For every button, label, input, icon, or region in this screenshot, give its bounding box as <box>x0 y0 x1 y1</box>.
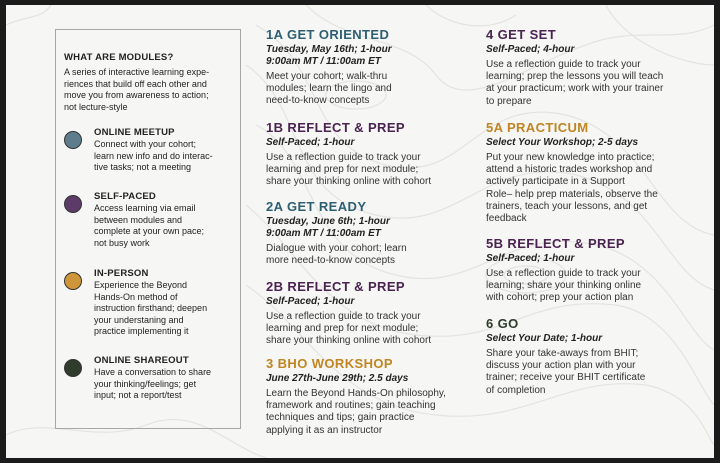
section-heading: 3 BHO WORKSHOP <box>266 356 393 371</box>
section-4 <box>486 27 663 108</box>
section-heading: 2A GET READY <box>266 199 367 214</box>
modules-legend <box>55 29 241 429</box>
section-1b <box>266 120 431 189</box>
section-schedule: Tuesday, June 6th; 1-hour 9:00am MT / 11:00am ET <box>266 216 390 239</box>
section-3 <box>266 356 446 437</box>
circle-icon <box>64 359 82 377</box>
circle-icon <box>64 195 82 213</box>
section-description: Use a reflection guide to track your learning and prep for next module; share your thinking online with cohort <box>266 152 432 188</box>
module-title: SELF-PACED <box>94 191 156 202</box>
section-5b <box>486 236 641 305</box>
module-description: Access learning via email between modules and complete at your own pace; not busy work <box>94 203 205 248</box>
module-description: Connect with your cohort; learn new info and do interac- tive tasks; not a meeting <box>94 139 213 172</box>
section-schedule: Select Your Date; 1-hour <box>486 333 603 344</box>
module-description: Experience the Beyond Hands-On method of instruction firsthand; deepen your understaning and practice implementing it <box>94 280 208 336</box>
module-title: ONLINE MEETUP <box>94 127 175 138</box>
section-description: Use a reflection guide to track your learning; share your thinking online with cohort; prep your action plan <box>486 268 642 304</box>
section-heading: 2B REFLECT & PREP <box>266 279 405 294</box>
section-description: Share your take-aways from BHIT; discuss your action plan with your trainer; receive your BHIT certificate of completion <box>486 348 646 396</box>
section-schedule: Self-Paced; 1-hour <box>486 253 575 264</box>
section-description: Use a reflection guide to track your learning and prep for next module; share your thinking online with cohort <box>266 311 432 347</box>
legend-description: A series of interactive learning expe- riences that build off each other and move you from awareness to action; not lecture-style <box>64 67 210 112</box>
circle-icon <box>64 272 82 290</box>
section-heading: 4 GET SET <box>486 27 557 42</box>
section-5a <box>486 120 658 225</box>
section-2b <box>266 279 431 348</box>
section-2a <box>266 199 407 267</box>
section-description: Learn the Beyond Hands-On philosophy, framework and routines; gain teaching techniques and tips; gain practice applying it as an instructor <box>266 388 446 436</box>
section-1a <box>266 27 392 108</box>
circle-icon <box>64 131 82 149</box>
section-schedule: Self-Paced; 1-hour <box>266 137 355 148</box>
module-description: Have a conversation to share your thinking/feelings; get input; not a report/test <box>94 367 212 400</box>
section-heading: 1B REFLECT & PREP <box>266 120 405 135</box>
section-schedule: Tuesday, May 16th; 1-hour 9:00am MT / 11:00am ET <box>266 44 392 67</box>
section-6 <box>486 316 645 397</box>
section-schedule: Self-Paced; 1-hour <box>266 296 355 307</box>
section-schedule: Self-Paced; 4-hour <box>486 44 575 55</box>
section-schedule: Select Your Workshop; 2-5 days <box>486 137 639 148</box>
section-description: Dialogue with your cohort; learn more need-to-know concepts <box>266 243 407 267</box>
section-heading: 5B REFLECT & PREP <box>486 236 625 251</box>
legend-title: WHAT ARE MODULES? <box>64 52 174 63</box>
module-title: ONLINE SHAREOUT <box>94 355 189 366</box>
module-title: IN-PERSON <box>94 268 149 279</box>
section-description: Put your new knowledge into practice; attend a historic trades workshop and actively participate in a Support Role– help prep materials, observe the trainers, teach your lessons, and get feedback <box>486 152 658 225</box>
section-description: Use a reflection guide to track your learning; prep the lessons you will teach at your practicum; work with your trainer to prepare <box>486 59 664 107</box>
section-description: Meet your cohort; walk-thru modules; learn the lingo and need-to-know concepts <box>266 71 392 107</box>
section-heading: 1A GET ORIENTED <box>266 27 390 42</box>
section-heading: 5A PRACTICUM <box>486 120 589 135</box>
section-heading: 6 GO <box>486 316 519 331</box>
section-schedule: June 27th-June 29th; 2.5 days <box>266 373 409 384</box>
modules-schedule-card <box>6 5 714 458</box>
